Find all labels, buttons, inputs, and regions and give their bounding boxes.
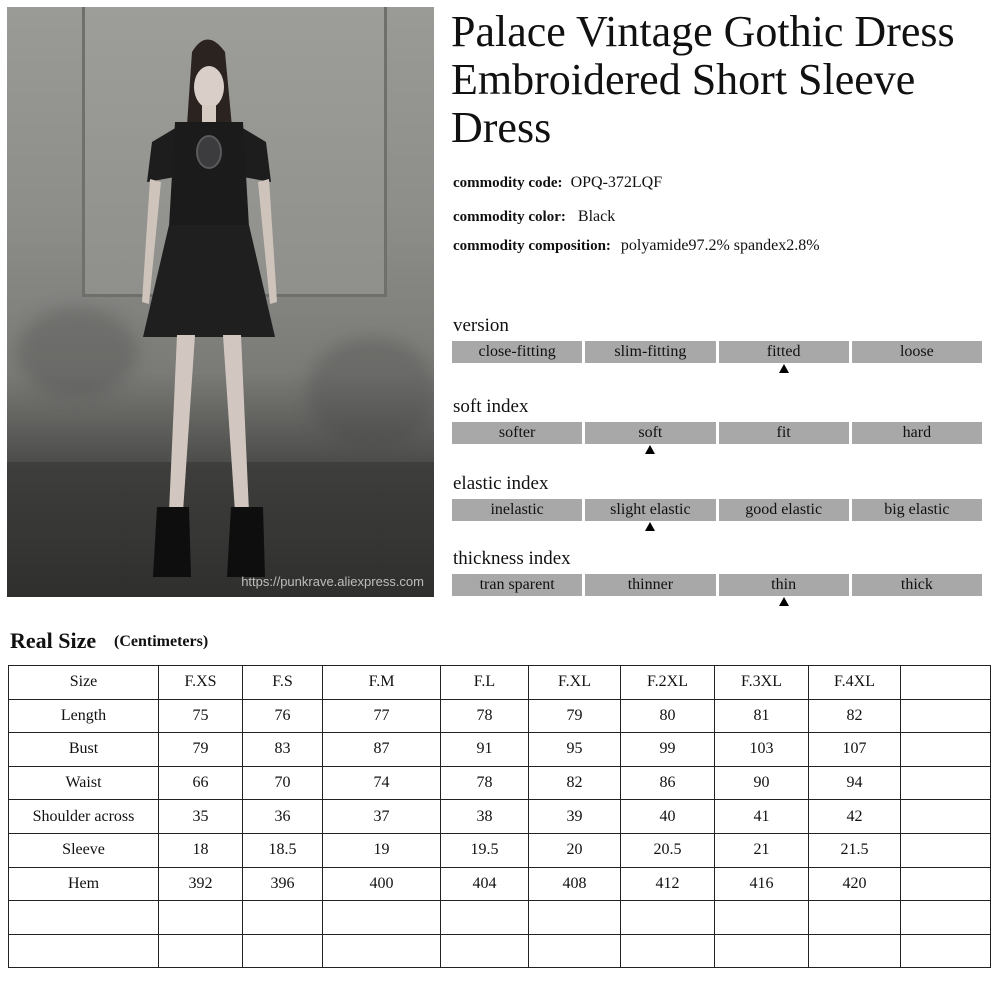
table-cell [901,733,991,767]
table-cell: 66 [159,766,243,800]
table-cell [901,766,991,800]
table-cell: 20 [529,833,621,867]
table-cell: 404 [441,867,529,901]
table-row [9,934,991,968]
table-row [9,901,991,935]
commodity-code-label: commodity code: [453,175,563,191]
table-cell: 83 [243,733,323,767]
table-cell: 19 [323,833,441,867]
table-row [9,800,991,834]
table-cell: 412 [621,867,715,901]
table-row [9,766,991,800]
table-cell: 80 [621,699,715,733]
table-cell: 18.5 [243,833,323,867]
elastic-index-label: elastic index [453,473,549,494]
table-cell: 39 [529,800,621,834]
table-cell [441,901,529,935]
table-cell [441,934,529,968]
elastic-index-option: big elastic [852,499,982,521]
table-cell: 90 [715,766,809,800]
table-row [9,733,991,767]
table-cell: 40 [621,800,715,834]
table-cell: 79 [529,699,621,733]
thickness-index-option: thinner [585,574,715,596]
table-cell: 37 [323,800,441,834]
table-cell: 18 [159,833,243,867]
elastic-index-marker-icon [645,522,655,531]
table-row [9,699,991,733]
version-option: close-fitting [452,341,582,363]
version-option: loose [852,341,982,363]
table-cell: 36 [243,800,323,834]
photo-watermark: https://punkrave.aliexpress.com [241,574,424,589]
table-cell: 70 [243,766,323,800]
table-cell: 76 [243,699,323,733]
table-cell [901,833,991,867]
version-option: fitted [719,341,849,363]
table-cell [159,934,243,968]
size-chart-table [8,665,991,968]
table-cell: 86 [621,766,715,800]
thickness-index-scale [452,574,982,596]
soft-index-option: hard [852,422,982,444]
table-cell: 41 [715,800,809,834]
version-scale [452,341,982,363]
table-cell: Waist [9,766,159,800]
table-cell [901,666,991,700]
version-label: version [453,315,509,336]
table-cell [9,934,159,968]
table-cell: 77 [323,699,441,733]
elastic-index-option: inelastic [452,499,582,521]
soft-index-scale [452,422,982,444]
table-row [9,833,991,867]
table-cell: F.S [243,666,323,700]
table-cell [529,934,621,968]
table-row [9,867,991,901]
thickness-index-option: thick [852,574,982,596]
table-cell: 35 [159,800,243,834]
thickness-index-option: thin [719,574,849,596]
version-option: slim-fitting [585,341,715,363]
table-cell [901,901,991,935]
table-cell: 392 [159,867,243,901]
table-cell: 107 [809,733,901,767]
table-cell: 19.5 [441,833,529,867]
table-cell: 79 [159,733,243,767]
table-cell: F.XS [159,666,243,700]
version-marker-icon [779,364,789,373]
table-cell: 81 [715,699,809,733]
table-cell: 42 [809,800,901,834]
table-cell [901,867,991,901]
table-cell: 78 [441,699,529,733]
table-cell: Sleeve [9,833,159,867]
table-cell [809,901,901,935]
table-cell: Size [9,666,159,700]
elastic-index-option: good elastic [719,499,849,521]
soft-index-marker-icon [645,445,655,454]
table-cell: 20.5 [621,833,715,867]
commodity-color-value: Black [577,208,616,225]
table-cell [901,800,991,834]
table-cell [809,934,901,968]
thickness-index-label: thickness index [453,548,571,569]
table-cell: 99 [621,733,715,767]
commodity-composition-value: polyamide97.2% spandex2.8% [620,237,820,254]
table-cell: 74 [323,766,441,800]
table-cell: Shoulder across [9,800,159,834]
table-cell [901,934,991,968]
commodity-composition-row [453,237,820,255]
size-chart-unit: (Centimeters) [114,633,209,650]
soft-index-option: soft [585,422,715,444]
size-chart-title: Real Size [10,628,97,653]
table-cell: 400 [323,867,441,901]
soft-index-option: fit [719,422,849,444]
table-cell [715,934,809,968]
table-cell: 21 [715,833,809,867]
table-cell [715,901,809,935]
table-header-row [9,666,991,700]
table-cell: 82 [809,699,901,733]
table-cell: 21.5 [809,833,901,867]
table-cell: F.M [323,666,441,700]
table-cell [243,934,323,968]
table-cell: F.4XL [809,666,901,700]
table-cell: 82 [529,766,621,800]
soft-index-option: softer [452,422,582,444]
table-cell [529,901,621,935]
model-figure [7,7,434,597]
table-cell: 103 [715,733,809,767]
soft-index-label: soft index [453,396,529,417]
table-cell: 38 [441,800,529,834]
table-cell: Bust [9,733,159,767]
table-cell: 75 [159,699,243,733]
table-cell [621,901,715,935]
table-cell: 87 [323,733,441,767]
product-title: Palace Vintage Gothic Dress Embroidered Short Sleeve Dress [451,7,955,152]
table-cell [9,901,159,935]
product-photo [7,7,434,597]
table-cell: Length [9,699,159,733]
table-cell: F.L [441,666,529,700]
commodity-color-label: commodity color: [453,209,566,225]
table-cell [901,699,991,733]
table-cell [243,901,323,935]
table-cell: F.2XL [621,666,715,700]
table-cell [323,934,441,968]
table-cell: 91 [441,733,529,767]
elastic-index-scale [452,499,982,521]
table-cell [323,901,441,935]
table-cell [159,901,243,935]
table-cell [621,934,715,968]
thickness-index-marker-icon [779,597,789,606]
commodity-code-row [453,174,662,192]
table-cell: F.3XL [715,666,809,700]
table-cell: 94 [809,766,901,800]
table-cell: 408 [529,867,621,901]
table-cell: F.XL [529,666,621,700]
commodity-composition-label: commodity composition: [453,238,611,254]
table-cell: 95 [529,733,621,767]
elastic-index-option: slight elastic [585,499,715,521]
commodity-code-value: OPQ-372LQF [570,174,663,191]
table-cell: 420 [809,867,901,901]
table-cell: 78 [441,766,529,800]
commodity-color-row [453,208,615,226]
table-cell: 416 [715,867,809,901]
table-cell: 396 [243,867,323,901]
table-cell: Hem [9,867,159,901]
thickness-index-option: tran sparent [452,574,582,596]
